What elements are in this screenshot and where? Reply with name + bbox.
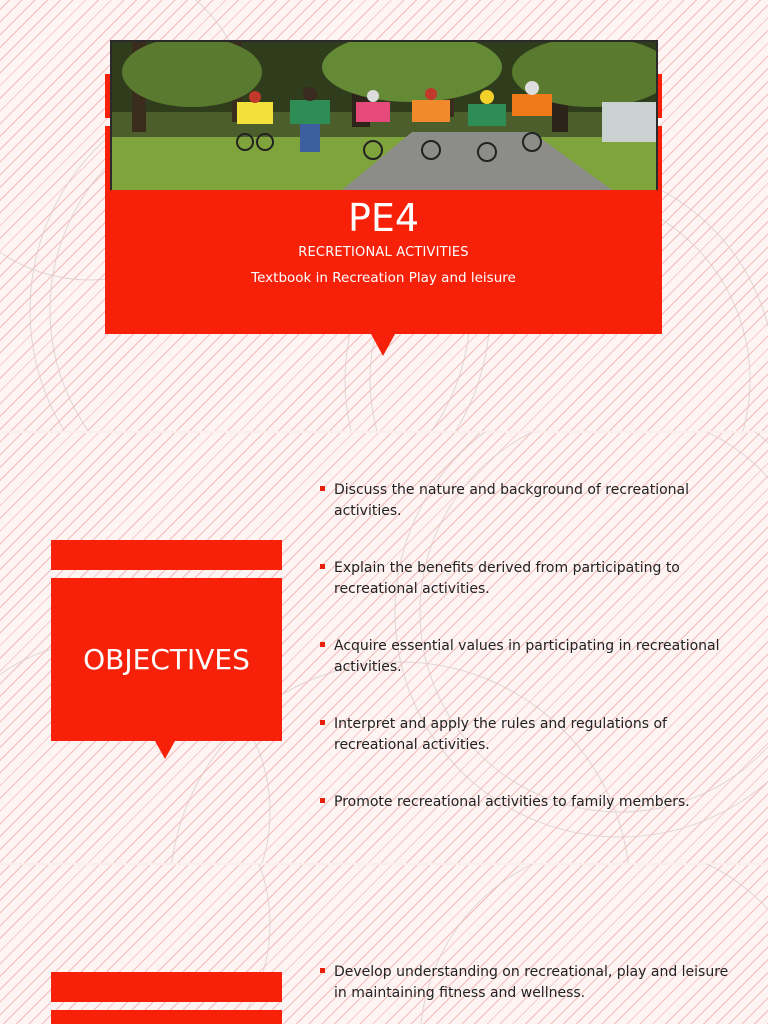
bullet-icon [320,798,325,803]
list-item: Interpret and apply the rules and regulations of recreational activities. [318,714,738,756]
objectives-heading-box-partial [51,1010,282,1024]
objectives-list [318,480,738,849]
list-item: Develop understanding on recreational, play and leisure in maintaining fitness and wellness. [318,962,738,1004]
slide-title-text: PE4 [347,196,420,240]
slide-objectives-continued [0,864,768,1024]
objectives-heading: OBJECTIVES [83,643,250,676]
list-item: Discuss the nature and background of recreational activities. [318,480,738,522]
objectives-top-strip [51,540,282,570]
bullet-icon [320,642,325,647]
slide-title [0,0,768,432]
list-item: Promote recreational activities to family members. [318,792,738,813]
objectives-top-strip [51,972,282,1002]
objectives-pointer [155,741,175,759]
title-pointer [371,334,395,356]
list-item: Explain the benefits derived from participating to recreational activities. [318,558,738,600]
slide-objectives [0,432,768,864]
slide-subtitle-2: Textbook in Recreation Play and leisure [251,270,516,286]
bullet-icon [320,486,325,491]
bullet-icon [320,564,325,569]
bullet-icon [320,968,325,973]
objectives-list-continued [318,962,738,1024]
title-box [105,190,662,334]
list-item: Acquire essential values in participating in recreational activities. [318,636,738,678]
children-bicycles-photo [110,40,658,192]
photo-illustration [112,42,656,190]
bullet-icon [320,720,325,725]
objectives-heading-box [51,578,282,741]
slide-subtitle: RECRETIONAL ACTIVITIES [298,245,469,260]
